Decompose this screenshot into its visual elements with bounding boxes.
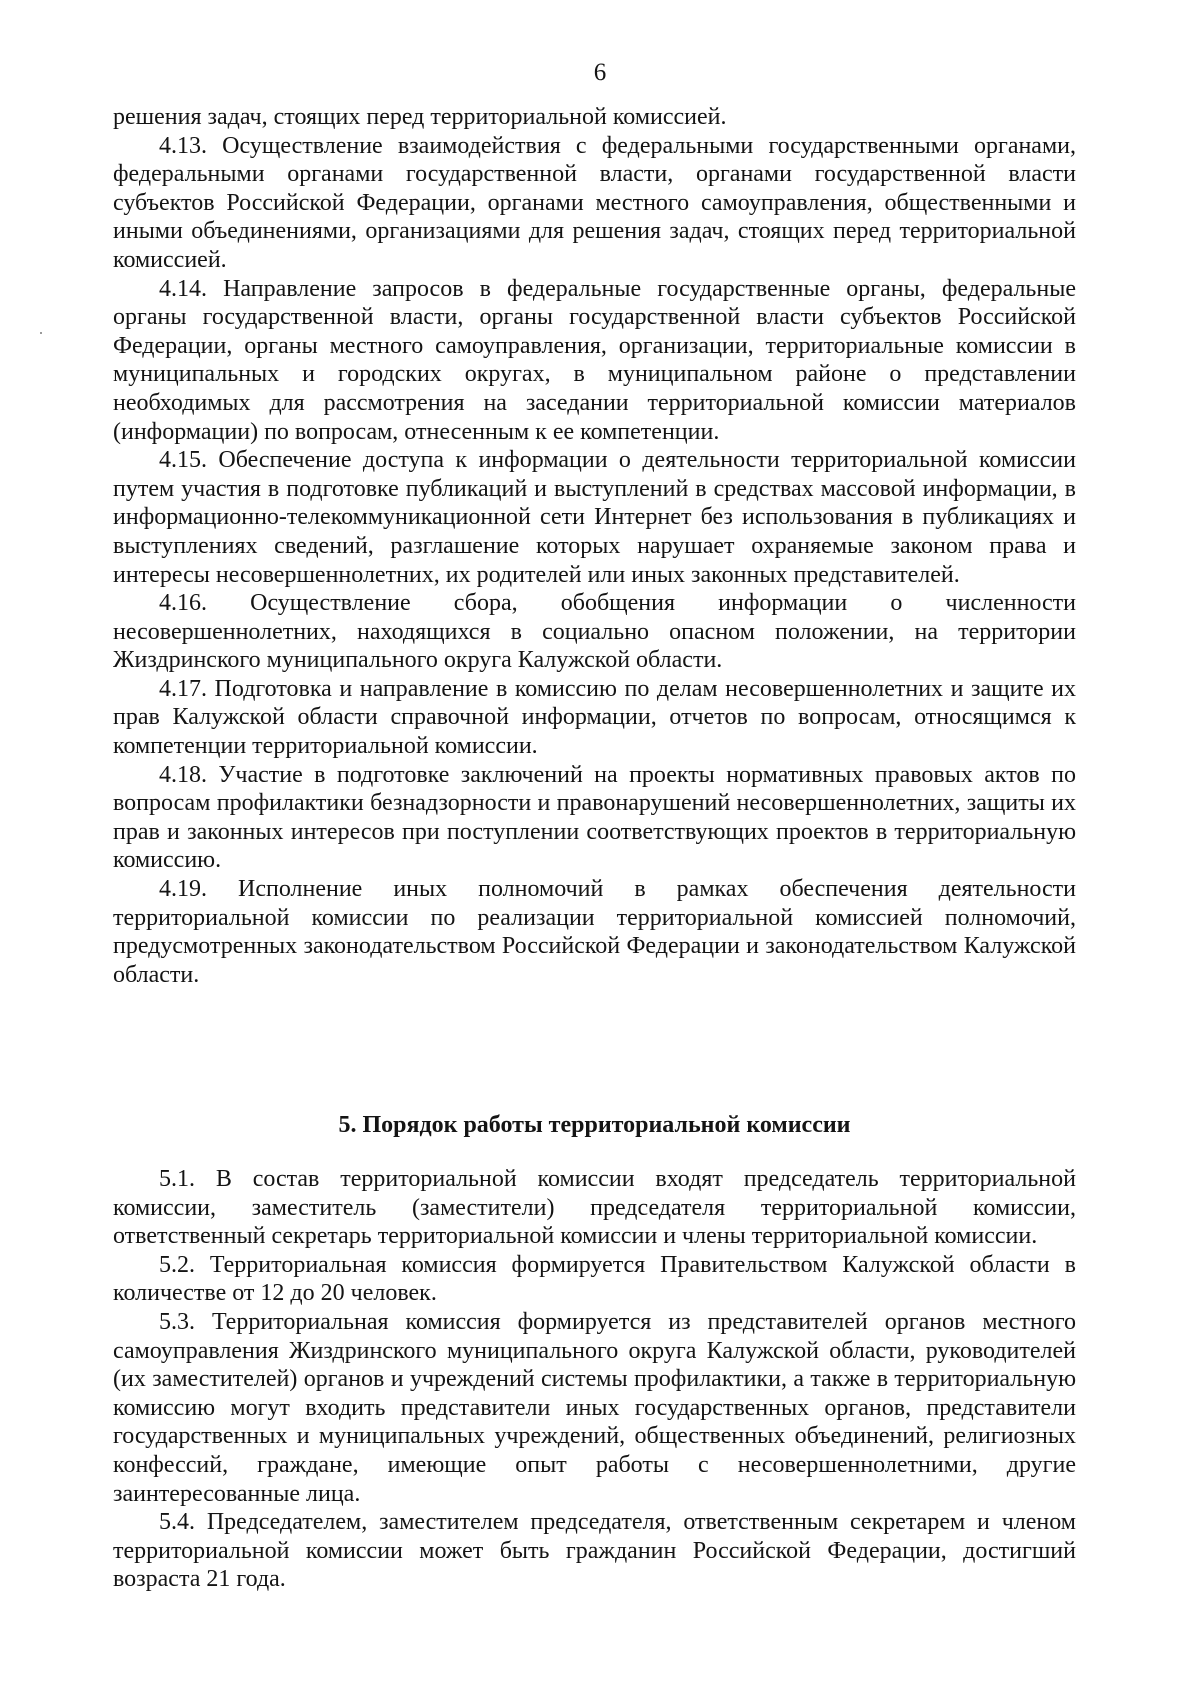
- body-text-section-4: [113, 103, 1076, 989]
- paragraph-5-4: 5.4. Председателем, заместителем председателя, ответственным секретарем и членом территориальной комиссии может быть гражданин Российской Федерации, достигший возраста 21 года.: [113, 1509, 1076, 1593]
- paragraph-4-19: 4.19. Исполнение иных полномочий в рамках обеспечения деятельности территориальной комиссии по реализации территориальной комиссией полномочий, предусмотренных законодательством Российской Федерации и законодательством Калужской области.: [113, 876, 1076, 988]
- scan-speck: [40, 332, 42, 334]
- paragraph-4-16: 4.16. Осуществление сбора, обобщения информации о численности несовершеннолетних, находящихся в социально опасном положении, на территории Жиздринского муниципального округа Калужской области.: [113, 590, 1076, 674]
- section-heading: 5. Порядок работы территориальной комиссии: [338, 1112, 851, 1138]
- paragraph-4-14: 4.14. Направление запросов в федеральные государственные органы, федеральные органы государственной власти, органы государственной власти субъектов Российской Федерации, органы местного самоуправления, организации, территориальные комиссии в муниципальных и городских округах, в муниципальном районе о представлении необходимых для рассмотрения на заседании территориальной комиссии материалов (информации) по вопросам, отнесенным к ее компетенции.: [113, 275, 1076, 445]
- paragraph-continuation: решения задач, стоящих перед территориальной комиссией.: [113, 104, 727, 130]
- paragraph-4-13: 4.13. Осуществление взаимодействия с федеральными государственными органами, федеральными органами государственной власти, органами государственной власти субъектов Российской Федерации, органами местного самоуправления, общественными и иными объединениями, организациями для решения задач, стоящих перед территориальной комиссией.: [113, 132, 1076, 273]
- paragraph-5-1: 5.1. В состав территориальной комиссии входят председатель территориальной комиссии, заместитель (заместители) председателя территориальной комиссии, ответственный секретарь территориальной комиссии и члены территориальной комиссии.: [113, 1166, 1076, 1250]
- paragraph-5-3: 5.3. Территориальная комиссия формируется из представителей органов местного самоуправления Жиздринского муниципального округа Калужской области, руководителей (их заместителей) органов и учреждений системы профилактики, а также в территориальную комиссию могут входить представители иных государственных органов, представители государственных и муниципальных учреждений, общественных объединений, религиозных конфессий, граждане, имеющие опыт работы с несовершеннолетними, другие заинтересованные лица.: [113, 1308, 1076, 1507]
- body-text-section-5: [113, 1165, 1076, 1594]
- page-number: 6: [593, 59, 607, 86]
- paragraph-4-18: 4.18. Участие в подготовке заключений на проекты нормативных правовых актов по вопросам профилактики безнадзорности и правонарушений несовершеннолетних, защиты их прав и законных интересов при поступлении соответствующих проектов в территориальную комиссию.: [113, 761, 1076, 874]
- paragraph-4-17: 4.17. Подготовка и направление в комиссию по делам несовершеннолетних и защите их прав Калужской области справочной информации, отчетов по вопросам, относящимся к компетенции территориальной комиссии.: [113, 675, 1076, 760]
- paragraph-4-15: 4.15. Обеспечение доступа к информации о деятельности территориальной комиссии путем участия в подготовке публикаций и выступлений в средствах массовой информации, в информационно-телекоммуникационной сети Интернет без использования в публикациях и выступлениях сведений, разглашение которых нарушает охраняемые законом права и интересы несовершеннолетних, их родителей или иных законных представителей.: [113, 447, 1076, 588]
- paragraph-5-2: 5.2. Территориальная комиссия формируется Правительством Калужской области в количестве от 12 до 20 человек.: [113, 1251, 1076, 1307]
